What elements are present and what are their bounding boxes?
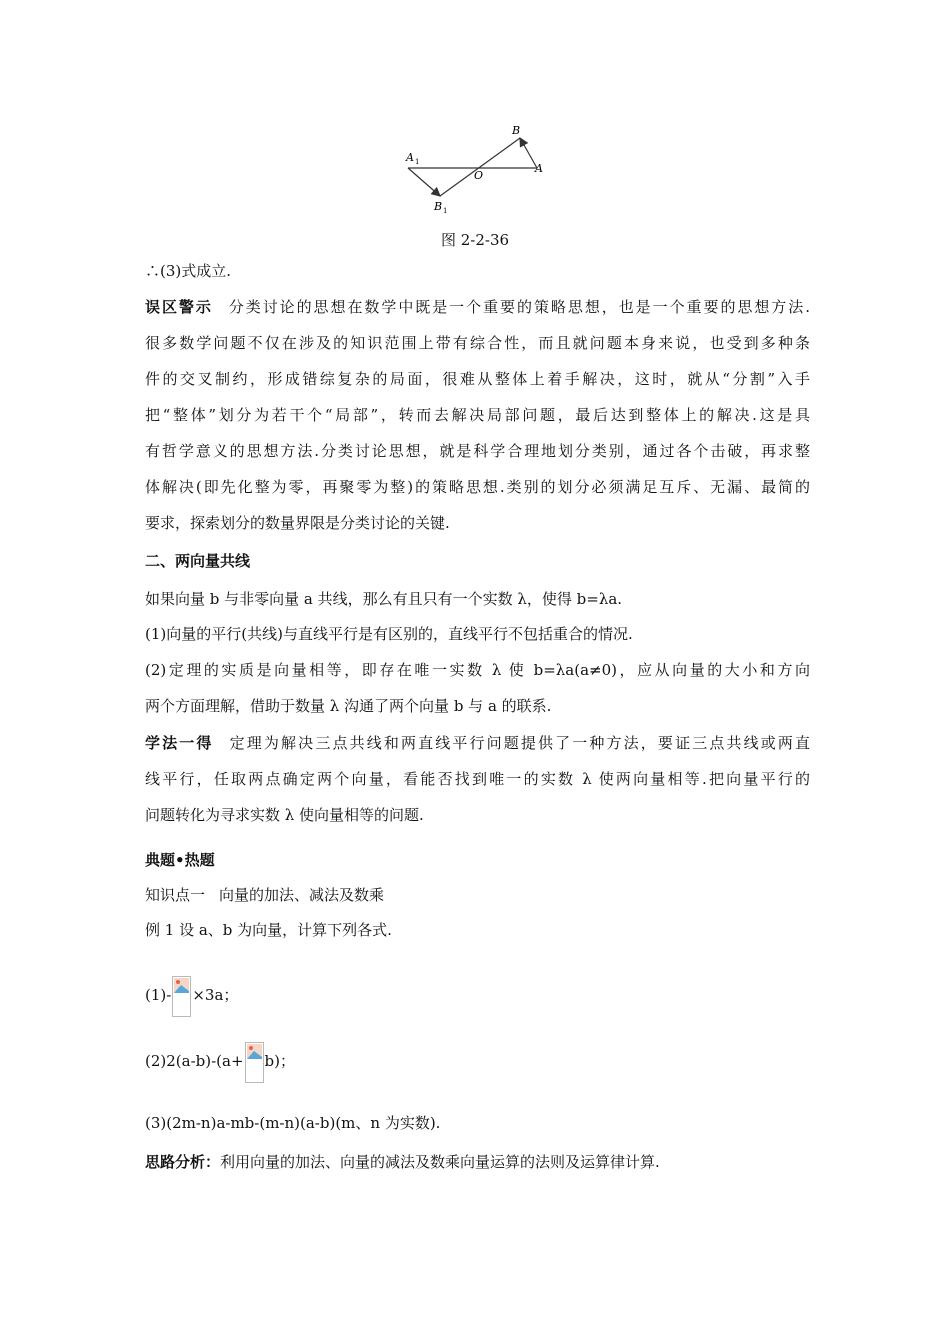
text-span: (2)2(a-b)-(a+ — [145, 1052, 244, 1070]
text-line: 如果向量 b 与非零向量 a 共线，那么有且只有一个实数 λ，使得 b=λa. — [145, 590, 623, 608]
image-placeholder-icon — [247, 1044, 262, 1059]
broken-image-icon — [172, 976, 191, 1017]
broken-image-icon — [245, 1042, 264, 1083]
text-line — [145, 975, 810, 1015]
section-heading: 二、两向量共线 — [145, 552, 251, 570]
text-span: ×3a； — [192, 986, 239, 1004]
text-span: (1)- — [145, 986, 172, 1004]
knowledge-point-label: 知识点一 — [145, 886, 206, 904]
section-head-method: 学法一得 — [145, 734, 214, 752]
label-b1-sub: 1 — [443, 207, 448, 215]
section-heading: 典题•热题 — [145, 851, 215, 869]
vector-diagram-svg — [398, 118, 558, 216]
text-line — [145, 1041, 810, 1081]
text-line — [145, 1152, 810, 1172]
text-line: (3)(2m-n)a-mb-(m-n)(a-b)(m、n 为实数). — [145, 1114, 441, 1132]
image-placeholder-icon — [174, 978, 189, 993]
text-line: 件的交叉制约，形成错综复杂的局面，很难从整体上着手解决，这时，就从“分割”入手 — [145, 370, 810, 388]
vector-diagram — [398, 118, 558, 216]
section-head-analysis: 思路分析： — [145, 1153, 221, 1171]
label-b1: B — [434, 200, 443, 213]
text-line: 两个方面理解，借助于数量 λ 沟通了两个向量 b 与 a 的联系. — [145, 697, 552, 715]
knowledge-point-title: 向量的加法、减法及数乘 — [219, 886, 385, 904]
text-line: 有哲学意义的思想方法.分类讨论思想，就是科学合理地划分类别，通过各个击破，再求整 — [145, 442, 810, 460]
label-a1-sub: 1 — [415, 158, 420, 166]
label-a: A — [535, 162, 543, 175]
text-line: 体解决(即先化整为零，再聚零为整)的策略思想.类别的划分必须满足互斥、无漏、最简的 — [145, 478, 810, 496]
text-line — [145, 297, 810, 317]
text-span: 利用向量的加法、向量的减法及数乘向量运算的法则及运算律计算. — [220, 1153, 660, 1171]
text-line — [145, 885, 810, 905]
text-line: ∴(3)式成立. — [145, 262, 232, 280]
text-line: 问题转化为寻求实数 λ 使向量相等的问题. — [145, 806, 424, 824]
text-line: 例 1 设 a、b 为向量，计算下列各式. — [145, 921, 392, 939]
label-o: O — [474, 169, 484, 182]
text-line: 要求，探索划分的数量界限是分类讨论的关键. — [145, 514, 450, 532]
text-span: 分类讨论的思想在数学中既是一个重要的策略思想，也是一个重要的思想方法. — [226, 298, 810, 316]
line-b1-b — [440, 138, 520, 196]
text-line: (2)定理的实质是向量相等，即存在唯一实数 λ 使 b=λa(a≠0)，应从向量的大小和方向 — [145, 661, 810, 679]
section-head-misconception: 误区警示 — [145, 298, 213, 316]
text-line: 很多数学问题不仅在涉及的知识范围上带有综合性，而且就问题本身来说，也受到多种条 — [145, 334, 810, 352]
label-b: B — [512, 124, 521, 137]
text-span: b)； — [264, 1052, 296, 1070]
text-line: 线平行，任取两点确定两个向量，看能否找到唯一的实数 λ 使两向量相等.把向量平行的 — [145, 770, 810, 788]
label-a1: A — [406, 151, 414, 164]
text-line: (1)向量的平行(共线)与直线平行是有区别的，直线平行不包括重合的情况. — [145, 625, 633, 643]
text-span: 定理为解决三点共线和两直线平行问题提供了一种方法，要证三点共线或两直 — [227, 734, 810, 752]
figure-caption: 图 2-2-36 — [440, 231, 510, 249]
text-line — [145, 733, 810, 753]
vector-a1b1 — [408, 168, 440, 196]
text-line: 把“整体”划分为若干个“局部”，转而去解决局部问题，最后达到整体上的解决.这是具 — [145, 406, 810, 424]
